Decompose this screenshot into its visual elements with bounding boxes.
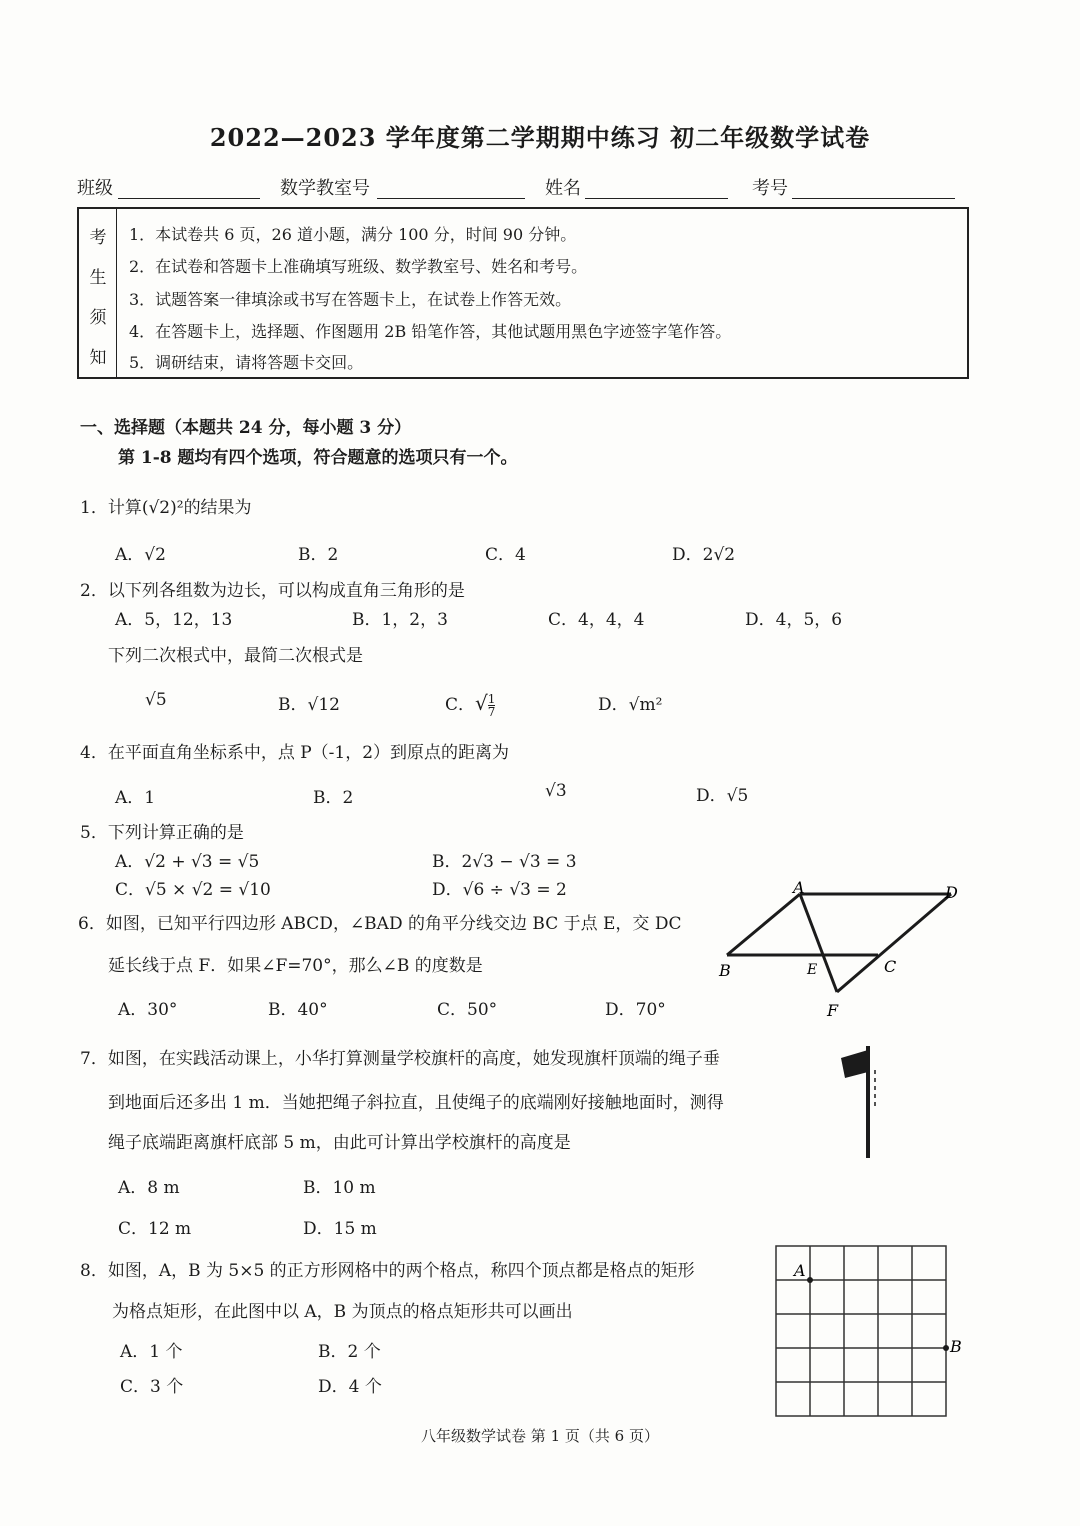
q8-option-a[interactable]: A．1 个 [120, 1342, 183, 1362]
q2-option-b[interactable]: B．1，2，3 [352, 610, 448, 630]
q4-stem: 4．在平面直角坐标系中，点 P（-1，2）到原点的距离为 [80, 743, 510, 763]
notice-head-char: 生 [89, 268, 107, 288]
q8-option-c[interactable]: C．3 个 [120, 1377, 184, 1397]
q6-segment-ab [727, 894, 800, 955]
q7-stem-line2: 到地面后还多出 1 m．当她把绳子斜拉直，且使绳子的底端刚好接触地面时，测得 [108, 1093, 724, 1113]
q3-option-b[interactable]: B．√12 [278, 695, 340, 715]
notice-head-char: 考 [89, 228, 107, 248]
q6-option-d[interactable]: D．70° [605, 1000, 666, 1020]
notice-box [77, 207, 969, 379]
exam-title: 2022—2023 学年度第二学期期中练习 初二年级数学试卷 [209, 123, 871, 152]
q6-segment-af [800, 894, 837, 992]
q6-label-f: F [827, 1001, 839, 1020]
q5-option-c[interactable]: C．√5 × √2 = √10 [115, 880, 271, 900]
q3-option-a[interactable]: √5 [145, 690, 167, 710]
q8-label-b: B [950, 1337, 962, 1356]
q3-stem: 下列二次根式中，最简二次根式是 [108, 646, 363, 666]
q4-option-c[interactable]: √3 [545, 781, 567, 801]
q6-label-a: A [793, 880, 805, 897]
q1-option-c[interactable]: C．4 [485, 545, 526, 565]
notice-head-char: 须 [89, 308, 107, 328]
q7-option-d[interactable]: D．15 m [303, 1219, 377, 1239]
q6-stem-line1: 6．如图，已知平行四边形 ABCD，∠BAD 的角平分线交边 BC 于点 E，交 DC [78, 914, 682, 934]
q6-label-b: B [719, 961, 731, 980]
page-footer: 八年级数学试卷 第 1 页（共 6 页） [421, 1427, 659, 1445]
room-field[interactable] [377, 174, 525, 199]
q1-stem-post: 的结果为 [183, 498, 252, 518]
q1-stem [80, 493, 252, 518]
q2-option-d[interactable]: D．4，5，6 [745, 610, 843, 630]
name-field[interactable] [585, 174, 728, 199]
q1-stem-pre: 1．计算 [80, 498, 142, 518]
q5-option-b[interactable]: B．2√3 − √3 = 3 [432, 852, 577, 872]
q8-label-a: A [794, 1261, 806, 1280]
exam-no-label: 考号 [752, 178, 788, 199]
notice-heading [79, 209, 117, 377]
notice-item: 3．试题答案一律填涂或书写在答题卡上，在试卷上作答无效。 [129, 290, 572, 309]
q3-fraction-numerator: 1 [487, 692, 496, 706]
notice-head-char: 知 [89, 348, 107, 368]
q1-option-b[interactable]: B．2 [298, 545, 339, 565]
section-title: 一、选择题（本题共 24 分，每小题 3 分） [80, 418, 412, 438]
q4-option-a[interactable]: A．1 [115, 788, 156, 808]
q8-option-b[interactable]: B．2 个 [318, 1342, 381, 1362]
notice-item: 1．本试卷共 6 页，26 道小题，满分 100 分，时间 90 分钟。 [129, 225, 577, 244]
q5-stem: 5．下列计算正确的是 [80, 823, 244, 843]
notice-item: 2．在试卷和答题卡上准确填写班级、数学教室号、姓名和考号。 [129, 257, 588, 276]
q2-option-a[interactable]: A．5，12，13 [115, 610, 233, 630]
q5-option-a[interactable]: A．√2 + √3 = √5 [115, 852, 260, 872]
q1-option-d[interactable]: D．2√2 [672, 545, 736, 565]
q8-grid-figure [768, 1240, 968, 1422]
q2-option-c[interactable]: C．4，4，4 [548, 610, 645, 630]
notice-item: 4．在答题卡上，选择题、作图题用 2B 铅笔作答，其他试题用黑色字迹签字笔作答。 [129, 322, 732, 341]
q6-option-c[interactable]: C．50° [437, 1000, 498, 1020]
q1-expression: (√2)² [141, 498, 184, 518]
q3-fraction-denominator: 7 [487, 705, 496, 719]
q6-option-a[interactable]: A．30° [118, 1000, 178, 1020]
class-field[interactable] [118, 174, 260, 199]
q8-option-d[interactable]: D．4 个 [318, 1377, 382, 1397]
q5-option-d[interactable]: D．√6 ÷ √3 = 2 [432, 880, 567, 900]
q8-point-b [943, 1345, 949, 1351]
q1-option-a[interactable]: A．√2 [115, 545, 166, 565]
q6-parallelogram-figure [715, 880, 975, 1020]
q7-option-c[interactable]: C．12 m [118, 1219, 192, 1239]
q6-option-b[interactable]: B．40° [268, 1000, 328, 1020]
exam-no-field[interactable] [792, 174, 955, 199]
name-label: 姓名 [545, 178, 581, 199]
q6-label-e: E [807, 962, 818, 978]
q8-stem-line1: 8．如图，A，B 为 5×5 的正方形网格中的两个格点，称四个顶点都是格点的矩形 [80, 1261, 695, 1281]
q7-option-a[interactable]: A．8 m [118, 1178, 180, 1198]
room-label: 数学教室号 [280, 178, 370, 199]
q7-stem-line3: 绳子底端距离旗杆底部 5 m，由此可计算出学校旗杆的高度是 [108, 1133, 571, 1153]
q3-option-c-label: C． [445, 695, 476, 715]
q8-stem-line2: 为格点矩形，在此图中以 A，B 为顶点的格点矩形共可以画出 [112, 1302, 573, 1322]
q4-option-b[interactable]: B．2 [313, 788, 354, 808]
section-subtitle: 第 1-8 题均有四个选项，符合题意的选项只有一个。 [118, 448, 518, 468]
q7-flagpole-figure [835, 1040, 885, 1160]
q3-option-c[interactable]: C．√ $\frac{1}{7}$ [445, 691, 496, 719]
notice-item: 5．调研结束，请将答题卡交回。 [129, 353, 364, 372]
q6-label-c: C [884, 957, 897, 976]
q6-segment-df [837, 894, 951, 992]
q6-stem-line2: 延长线于点 F．如果∠F=70°，那么∠B 的度数是 [108, 956, 483, 976]
q8-point-a [807, 1277, 813, 1283]
q6-label-d: D [945, 883, 958, 902]
q7-stem-line1: 7．如图，在实践活动课上，小华打算测量学校旗杆的高度，她发现旗杆顶端的绳子垂 [80, 1049, 720, 1069]
q7-option-b[interactable]: B．10 m [303, 1178, 376, 1198]
class-label: 班级 [77, 178, 113, 199]
q7-flag [841, 1050, 868, 1078]
q4-option-d[interactable]: D．√5 [696, 786, 749, 806]
q2-stem: 2．以下列各组数为边长，可以构成直角三角形的是 [80, 581, 465, 601]
q3-option-d[interactable]: D．√m² [598, 695, 663, 715]
